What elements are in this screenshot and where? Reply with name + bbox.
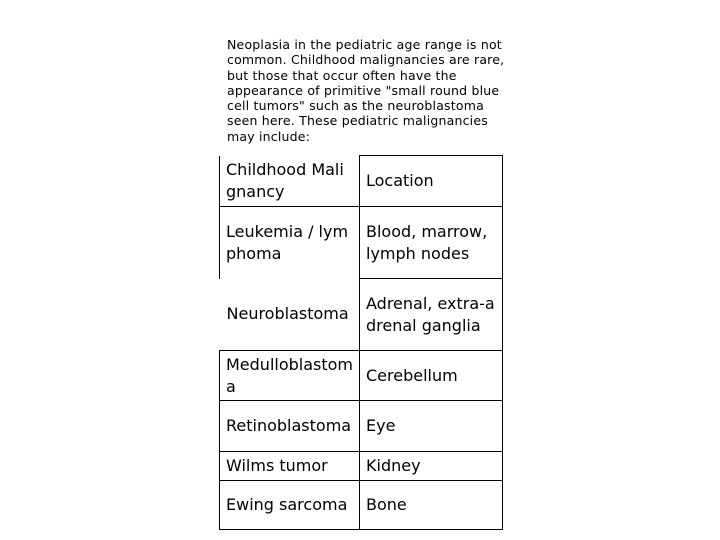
location-cell: Adrenal, extra-adrenal ganglia xyxy=(360,279,503,351)
table-row xyxy=(220,207,503,279)
location-cell: Eye xyxy=(360,401,503,452)
table-header-row xyxy=(220,156,503,207)
malignancy-cell: Retinoblastoma xyxy=(220,401,360,452)
table-row xyxy=(220,279,503,351)
malignancy-cell: Ewing sarcoma xyxy=(220,481,360,530)
location-cell: Kidney xyxy=(360,452,503,481)
intro-paragraph: Neoplasia in the pediatric age range is not common. Childhood malignancies are rare, but those that occur often have the appearance of primitive "small round blue cell tumors" such as the neuroblastoma seen here. These pediatric malignancies may include: xyxy=(227,37,505,144)
table-row xyxy=(220,351,503,401)
location-cell: Cerebellum xyxy=(360,351,503,401)
malignancy-cell: Neuroblastoma xyxy=(220,279,360,351)
location-cell: Bone xyxy=(360,481,503,530)
malignancy-cell: Leukemia / lymphoma xyxy=(220,207,360,279)
table-row xyxy=(220,452,503,481)
malignancy-cell: Medulloblastoma xyxy=(220,351,360,401)
table-row xyxy=(220,401,503,452)
malignancy-cell: Wilms tumor xyxy=(220,452,360,481)
table-row xyxy=(220,481,503,530)
header-location: Location xyxy=(360,156,503,207)
malignancy-table xyxy=(219,155,503,530)
header-malignancy: Childhood Malignancy xyxy=(220,156,360,207)
location-cell: Blood, marrow, lymph nodes xyxy=(360,207,503,279)
